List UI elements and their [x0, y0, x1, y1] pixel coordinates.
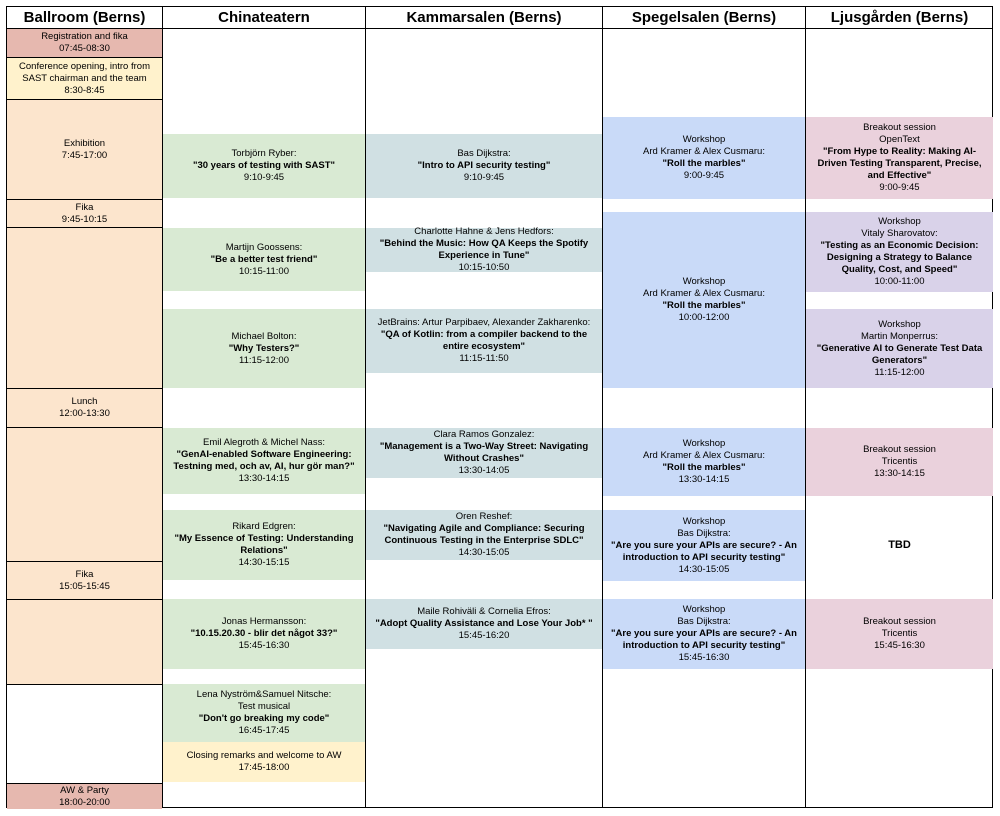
talk-goossens: Martijn Goossens: "Be a better test friend" 10:15-11:00 — [163, 228, 365, 291]
workshop-marbles-2: Workshop Ard Kramer & Alex Cusmaru: "Roll the marbles" 10:00-12:00 — [603, 212, 805, 388]
event-fika-morning: Fika 9:45-10:15 — [7, 199, 162, 227]
workshop-sharovatov: Workshop Vitaly Sharovatov: "Testing as an Economic Decision: Designing a Strategy to Balance Quality, Cost, and Speed" 10:00-11:00 — [806, 212, 993, 292]
workshop-marbles-1: Workshop Ard Kramer & Alex Cusmaru: "Roll the marbles" 9:00-9:45 — [603, 117, 805, 199]
breakout-opentext: Breakout session OpenText "From Hype to Reality: Making AI-Driven Testing Transparent, Precise, and Effective" 9:00-9:45 — [806, 117, 993, 199]
slot-tbd: TBD — [888, 539, 911, 551]
header-kammarsalen: Kammarsalen (Berns) — [366, 7, 603, 29]
header-ballroom: Ballroom (Berns) — [7, 7, 163, 29]
talk-rohivali-efros: Maile Rohiväli & Cornelia Efros: "Adopt Quality Assistance and Lose Your Job* " 15:45-16:20 — [366, 599, 602, 649]
workshop-api-security-2: Workshop Bas Dijkstra: "Are you sure your APIs are secure? - An introduction to API security testing" 15:45-16:30 — [603, 599, 805, 669]
event-exhibition-continued — [7, 227, 162, 388]
column-ljusgarden — [806, 29, 993, 807]
event-registration: Registration and fika 07:45-08:30 — [7, 29, 162, 57]
event-fika-afternoon: Fika 15:05-15:45 — [7, 561, 162, 599]
talk-edgren: Rikard Edgren: "My Essence of Testing: Understanding Relations" 14:30-15:15 — [163, 510, 365, 580]
event-exhibition-late — [7, 599, 162, 685]
column-kammarsalen — [366, 29, 603, 807]
workshop-marbles-3: Workshop Ard Kramer & Alex Cusmaru: "Roll the marbles" 13:30-14:15 — [603, 428, 805, 496]
talk-dijkstra-intro: Bas Dijkstra: "Intro to API security testing" 9:10-9:45 — [366, 134, 602, 198]
breakout-tricentis-1: Breakout session Tricentis 13:30-14:15 — [806, 428, 993, 496]
talk-hahne-hedfors: Charlotte Hahne & Jens Hedfors: "Behind the Music: How QA Keeps the Spotify Experience in Tune" 10:15-10:50 — [366, 228, 602, 272]
workshop-api-security-1: Workshop Bas Dijkstra: "Are you sure your APIs are secure? - An introduction to API security testing" 14:30-15:05 — [603, 510, 805, 581]
workshop-monperrus: Workshop Martin Monperrus: "Generative AI to Generate Test Data Generators" 11:15-12:00 — [806, 309, 993, 388]
event-exhibition: Exhibition 7:45-17:00 — [7, 99, 162, 199]
header-chinateatern: Chinateatern — [163, 7, 366, 29]
event-closing-remarks: Closing remarks and welcome to AW 17:45-18:00 — [163, 742, 365, 782]
header-spegelsalen: Spegelsalen (Berns) — [603, 7, 806, 29]
breakout-tricentis-2: Breakout session Tricentis 15:45-16:30 — [806, 599, 993, 669]
event-lunch: Lunch 12:00-13:30 — [7, 388, 162, 427]
column-ballroom — [7, 29, 163, 807]
talk-reshef: Oren Reshef: "Navigating Agile and Compliance: Securing Continuous Testing in the Enterprise SDLC" 14:30-15:05 — [366, 510, 602, 560]
column-spegelsalen — [603, 29, 806, 807]
event-conference-opening: Conference opening, intro from SAST chairman and the team 8:30-8:45 — [7, 57, 162, 99]
header-ljusgarden: Ljusgården (Berns) — [806, 7, 993, 29]
talk-alegroth-nass: Emil Alegroth & Michel Nass: "GenAI-enabled Software Engineering: Testning med, och av, AI, hur gör man?" 13:30-14:15 — [163, 428, 365, 494]
talk-ryber: Torbjörn Ryber: "30 years of testing with SAST" 9:10-9:45 — [163, 134, 365, 198]
talk-ramos-gonzalez: Clara Ramos Gonzalez: "Management is a Two-Way Street: Navigating Without Crashes" 13:30-14:05 — [366, 428, 602, 478]
schedule-grid — [6, 6, 993, 808]
talk-jetbrains: JetBrains: Artur Parpibaev, Alexander Zakharenko: "QA of Kotlin: from a compiler backend to the entire ecosystem" 11:15-11:50 — [366, 309, 602, 373]
event-aw-party: AW & Party 18:00-20:00 — [7, 783, 162, 809]
talk-test-musical: Lena Nyström&Samuel Nitsche: Test musical "Don't go breaking my code" 16:45-17:45 — [163, 684, 365, 742]
column-chinateatern — [163, 29, 366, 807]
talk-hermansson: Jonas Hermansson: "10.15.20.30 - blir det något 33?" 15:45-16:30 — [163, 599, 365, 669]
talk-bolton: Michael Bolton: "Why Testers?" 11:15-12:00 — [163, 309, 365, 388]
event-exhibition-afternoon — [7, 427, 162, 561]
